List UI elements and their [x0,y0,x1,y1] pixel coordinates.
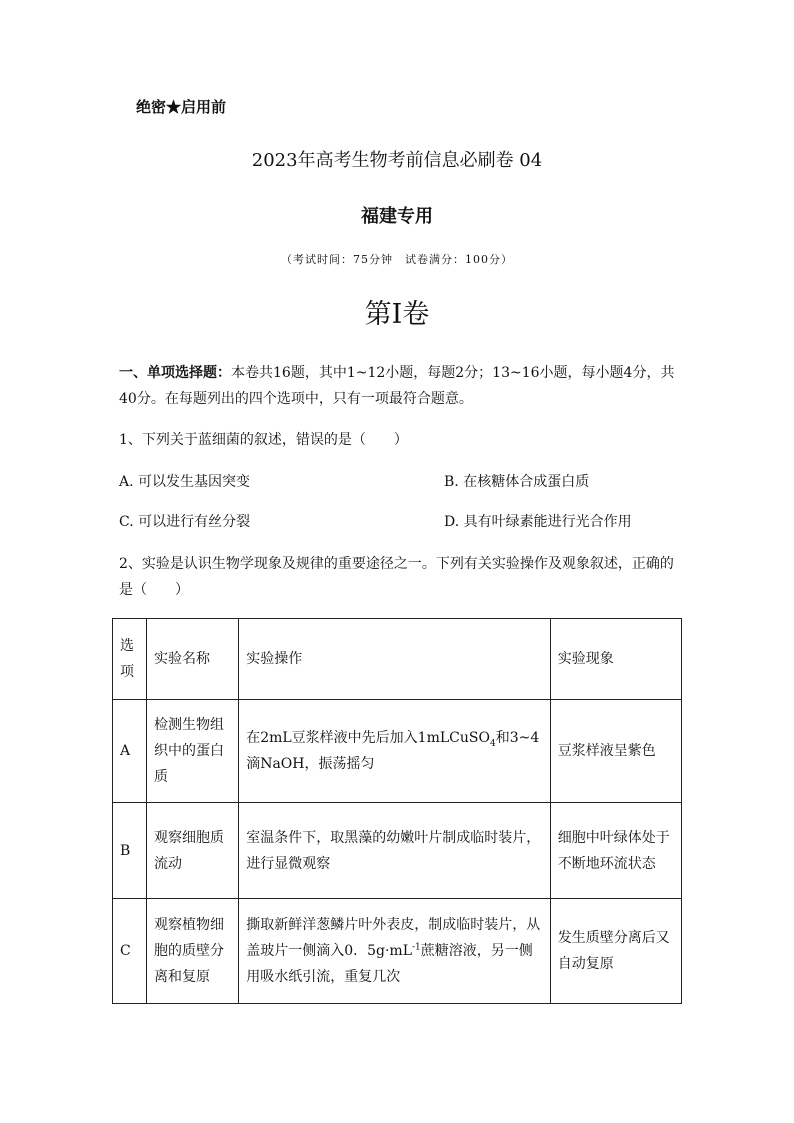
row-operation [239,899,551,1004]
subscript: 4 [489,738,496,749]
table-header-row [113,619,682,700]
row-name: 检测生物组织中的蛋白质 [147,700,239,803]
header-result: 实验现象 [550,619,681,700]
operation-text: 和3~4滴NaOH，振荡摇匀 [246,730,540,772]
exam-title: 2023年高考生物考前信息必刷卷 04 [251,150,543,171]
table-row [113,700,682,803]
row-operation: 室温条件下，取黑藻的幼嫩叶片制成临时装片，进行显微观察 [239,803,551,899]
operation-text: 撕取新鲜洋葱鳞片叶外表皮，制成临时装片，从盖玻片一侧滴入0．5g·mL [246,917,541,959]
question-1-option-b: B. 在核糖体合成蛋白质 [444,474,590,490]
operation-text: 在2mL豆浆样液中先后加入1mLCuSO [246,730,490,746]
row-name: 观察植物细胞的质壁分离和复原 [147,899,239,1004]
header-option: 选项 [113,619,147,700]
exam-subtitle: 福建专用 [361,206,433,227]
section-text: 本卷共16题，其中1~12小题，每题2分；13~16小题，每小题4分，共40分。在每题列出的四个选项中，只有一项最符合题意。 [119,365,675,407]
exam-timing: （考试时间：75分钟 试卷满分：100分） [281,253,513,266]
header-name: 实验名称 [147,619,239,700]
question-2-stem: 2、实验是认识生物学现象及规律的重要途径之一。下列有关实验操作及观象叙述，正确的是（ ） [119,556,674,598]
table-row [113,803,682,899]
section-instructions [119,360,679,412]
section-label: 一、单项选择题： [119,365,231,381]
question-1-stem: 1、下列关于蓝细菌的叙述，错误的是（ ） [119,432,408,448]
superscript: -1 [412,942,421,953]
row-operation [239,700,551,803]
row-result: 细胞中叶绿体处于不断地环流状态 [550,803,681,899]
row-option: B [113,803,147,899]
row-result: 豆浆样液呈紫色 [550,700,681,803]
table-row [113,899,682,1004]
question-1-option-a: A. 可以发生基因突变 [119,474,251,490]
header-operation: 实验操作 [239,619,551,700]
row-result: 发生质壁分离后又自动复原 [550,899,681,1004]
operation-text: 蔗糖溶液，另一侧用吸水纸引流，重复几次 [246,943,533,985]
confidential-label: 绝密★启用前 [136,98,227,116]
experiment-table [112,618,682,1004]
row-option: A [113,700,147,803]
volume-heading: 第I卷 [364,299,430,330]
question-1-option-d: D. 具有叶绿素能进行光合作用 [444,514,632,530]
question-1-option-c: C. 可以进行有丝分裂 [119,514,251,530]
row-option: C [113,899,147,1004]
row-name: 观察细胞质流动 [147,803,239,899]
